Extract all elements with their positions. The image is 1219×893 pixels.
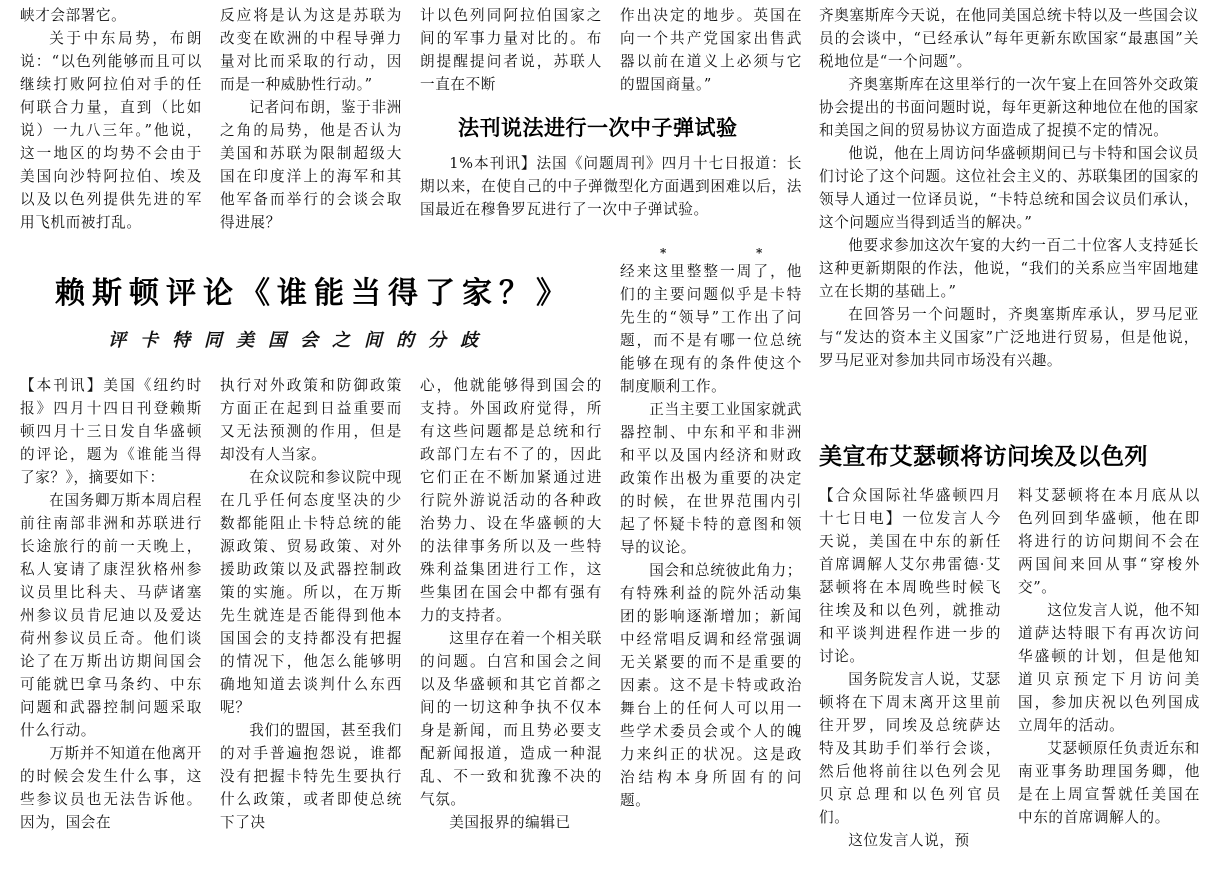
- paragraph: 【合众国际社华盛顿四月十七日电】一位发言人今天说，美国在中东的新任首席调解人艾尔弗雷德·艾瑟顿将在本周晚些时候飞往埃及和以色列，就推动和平谈判进程作进一步的讨论。: [819, 487, 1001, 665]
- paragraph: 【本刊讯】美国《纽约时报》四月十四日刊登赖斯顿四月十三日发自华盛顿的评论，题为《谁能当得了家？》，摘要如下：: [20, 377, 202, 486]
- nuclear-test-article: [420, 152, 802, 244]
- paragraph: 关于中东局势，布朗说：“以色列能够而且可以继续打败阿拉伯对手的任何联合力量，直到（比如说）一九八三年。”他说，这一地区的均势不会由于美国向沙特阿拉伯、埃及以及以色列提供先进的军用飞机而被打乱。: [20, 30, 202, 231]
- paragraph: 计以色列同阿拉伯国家之间的军事力量对比的。布朗提醒提问者说，苏联人一直在不断: [420, 7, 602, 93]
- paragraph: 国会和总统彼此角力；有特殊利益的院外活动集团的影响逐渐增加；新闻中经常唱反调和经常强调无关紧要的而不是重要的因素。这不是卡特或政治舞台上的任何人可以用一些学术委员会或个人的魄力来纠正的状况。这是政治结构本身所固有的问题。: [620, 562, 802, 809]
- paragraph: 万斯并不知道在他离开的时候会发生什么事，这些参议员也无法告诉他。因为，国会在: [20, 745, 202, 831]
- article-continued-col-4: [620, 4, 802, 93]
- reston-col-4: [620, 260, 802, 886]
- reston-col-3: [420, 374, 602, 886]
- paragraph: 峡才会部署它。: [20, 7, 127, 24]
- paragraph: 执行对外政策和防御政策方面正在起到日益重要而又无法预测的作用，但是却没有人当家。: [220, 377, 402, 463]
- paragraph: 1%本刊讯】法国《问题周刊》四月十七日报道：长期以来，在使自己的中子弹微型化方面遇到困难以后，法国最近在穆鲁罗瓦进行了一次中子弹试验。: [420, 155, 802, 218]
- atherton-headline: 美宣布艾瑟顿将访问埃及以色列: [819, 444, 1148, 470]
- atherton-col-2: [1018, 484, 1200, 886]
- paragraph: 艾瑟顿原任负责近东和南亚事务助理国务卿，他是在上周宣誓就任美国在中东的首席调解人的。: [1018, 740, 1200, 826]
- reston-subheadline: 评卡特同美国会之间的分歧: [108, 330, 492, 351]
- paragraph: 这位发言人说，他不知道萨达特眼下有再次访问华盛顿的计划，但是他知道贝京预定下月访问美国，参加庆祝以色列国成立周年的活动。: [1018, 602, 1200, 734]
- paragraph: 在众议院和参议院中现在几乎任何态度坚决的少数都能阻止卡特总统的能源政策、贸易政策、对外援助政策以及武器控制政策的实施。所以，在万斯先生就连是否能得到他本国国会的支持都没有把握的情况下，他怎么能够明确地知道去谈判什么东西呢？: [220, 469, 402, 716]
- paragraph: 这里存在着一个相关联的问题。白宫和国会之间以及华盛顿和其它首都之间的一切这种争执不仅本身是新闻，而且势必要支配新闻报道，造成一种混乱、不一致和犹豫不决的气氛。: [420, 630, 602, 808]
- paragraph: 他说，他在上周访问华盛顿期间已与卡特和国会议员们讨论了这个问题。这位社会主义的、苏联集团的国家的领导人通过一位译员说，“卡特总统和国会议员们承认，这个问题应当得到适当的解决。”: [819, 145, 1199, 231]
- paragraph: 反应将是认为这是苏联为改变在欧洲的中程导弹力量对比而采取的行动，因而是一种威胁性行动。”: [220, 7, 402, 93]
- paragraph: 这位发言人说，预: [848, 832, 970, 849]
- paragraph: 在国务卿万斯本周启程前往南部非洲和苏联进行长途旅行的前一天晚上，私人宴请了康涅狄格州参议员里比科夫、马萨诸塞州参议员肯尼迪以及爱达荷州参议员丘奇。他们谈论了在万斯出访期间国会可能就巴拿马条约、中东问题和武器控制问题采取什么行动。: [20, 492, 202, 739]
- paragraph: 齐奥塞斯库在这里举行的一次午宴上在回答外交政策协会提出的书面问题时说，每年更新这种地位在他的国家和美国之间的贸易协议方面造成了捉摸不定的情况。: [819, 76, 1199, 139]
- paragraph: 在回答另一个问题时，齐奥塞斯库承认，罗马尼亚与“发达的资本主义国家”广泛地进行贸易，但是他说，罗马尼亚对参加共同市场没有兴趣。: [819, 306, 1199, 369]
- article-continued-col-1: [20, 4, 202, 244]
- reston-col-1: [20, 374, 202, 886]
- nuclear-test-headline: 法刊说法进行一次中子弹试验: [458, 116, 738, 140]
- paragraph: 料艾瑟顿将在本月底从以色列回到华盛顿，他在即将进行的访问期间不会在两国间来回从事“穿梭外交”。: [1018, 487, 1200, 596]
- reston-headline: 赖斯顿评论《谁能当得了家？》: [55, 276, 573, 311]
- article-continued-col-3: [420, 4, 602, 93]
- paragraph: 我们的盟国，甚至我们的对手普遍抱怨说，谁都没有把握卡特先生要执行什么政策，或者即使总统下了决: [220, 722, 402, 831]
- paragraph: 国务院发言人说，艾瑟顿将在下周末离开这里前往开罗，同埃及总统萨达特及其助手们举行会谈，然后他将前往以色列会见贝京总理和以色列官员们。: [819, 671, 1001, 826]
- separator-star-right: *: [756, 246, 763, 260]
- paragraph: 正当主要工业国家就武器控制、中东和平和非洲和平以及国内经济和财政政策作出极为重要的决定的时候，在世界范围内引起了怀疑卡特的意图和领导的议论。: [620, 401, 802, 556]
- paragraph: 记者问布朗，鉴于非洲之角的局势，他是否认为美国和苏联为限制超级大国在印度洋上的海军和其他军备而举行的会谈会取得进展？: [220, 99, 402, 231]
- ceausescu-article: [819, 4, 1199, 424]
- paragraph: 齐奥塞斯库今天说，在他同美国总统卡特以及一些国会议员的会谈中，“已经承认”每年更新东欧国家“最惠国”关税地位是“一个问题”。: [819, 7, 1199, 70]
- paragraph: 作出决定的地步。英国在向一个共产党国家出售武器以前在道义上必须与它的盟国商量。”: [620, 7, 802, 93]
- paragraph: 心，他就能够得到国会的支持。外国政府觉得，所有这些问题都是总统和行政部门左右不了的，因此它们正在不断加紧通过进行院外游说活动的各种政治势力、设在华盛顿的大的法律事务所以及一些特殊利益集团进行工作，这些集团在国会中都有强有力的支持者。: [420, 377, 602, 624]
- reston-col-2: [220, 374, 402, 886]
- separator-star-left: *: [660, 246, 667, 260]
- paragraph: 美国报界的编辑已: [449, 814, 571, 831]
- atherton-col-1: [819, 484, 1001, 886]
- paragraph: 经来这里整整一周了，他们的主要问题似乎是卡特先生的“领导”工作出了问题，而不是有哪一位总统能够在现有的条件使这个制度顺利工作。: [620, 263, 802, 395]
- article-continued-col-2: [220, 4, 402, 244]
- paragraph: 他要求参加这次午宴的大约一百二十位客人支持延长这种更新期限的作法，他说，“我们的关系应当牢固地建立在长期的基础上。”: [819, 237, 1199, 300]
